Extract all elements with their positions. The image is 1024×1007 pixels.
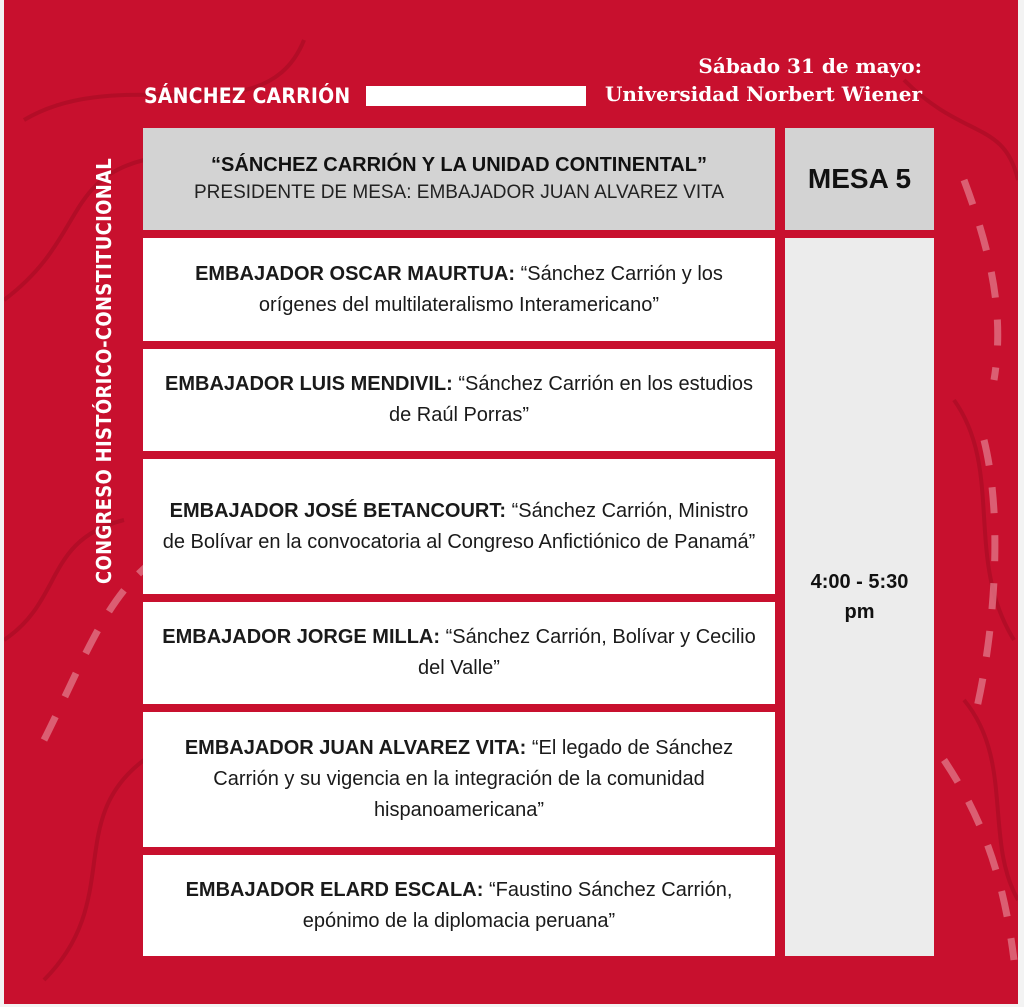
talk-speaker: EMBAJADOR JUAN ALVAREZ VITA: <box>184 737 527 759</box>
talk-title: “El legado de Sánchez Carrión y su vigencia en la integración de la comunidad hispanoamericana” <box>213 737 734 821</box>
session-time: 4:00 - 5:30 pm <box>810 571 909 623</box>
talk-speaker: EMBAJADOR JOSÉ BETANCOURT: <box>169 499 506 522</box>
brand-title: SÁNCHEZ CARRIÓN <box>144 84 351 108</box>
talk-speaker: EMBAJADOR OSCAR MAURTUA: <box>195 262 516 285</box>
talk-item <box>143 602 775 704</box>
talk-title: “Sánchez Carrión, Ministro de Bolívar en la convocatoria al Congreso Anfictiónico de Panamá” <box>162 499 756 553</box>
talk-title: “Sánchez Carrión en los estudios de Raúl Porras” <box>388 373 753 426</box>
event-date: Sábado 31 de mayo: <box>698 54 922 78</box>
talk-speaker: EMBAJADOR LUIS MENDIVIL: <box>165 373 453 395</box>
talk-item <box>143 349 775 451</box>
talk-item <box>143 855 775 956</box>
panel-president: PRESIDENTE DE MESA: EMBAJADOR JUAN ALVAREZ VITA <box>194 182 724 203</box>
talk-title: “Sánchez Carrión, Bolívar y Cecilio del Valle” <box>418 626 756 679</box>
mesa-label: MESA 5 <box>785 128 934 230</box>
brand-bar-divider <box>366 86 586 106</box>
talk-speaker: EMBAJADOR JORGE MILLA: <box>162 626 441 648</box>
header-brand-group <box>144 84 586 108</box>
talk-item <box>143 712 775 847</box>
panel-title: “SÁNCHEZ CARRIÓN Y LA UNIDAD CONTINENTAL” <box>211 154 707 176</box>
event-info <box>605 52 922 108</box>
side-title: CONGRESO HISTÓRICO-CONSTITUCIONAL <box>92 157 116 584</box>
talk-item <box>143 238 775 341</box>
poster <box>4 0 1018 1004</box>
event-venue: Universidad Norbert Wiener <box>604 82 922 106</box>
talk-speaker: EMBAJADOR ELARD ESCALA: <box>185 878 484 901</box>
time-column <box>785 238 934 956</box>
talk-item <box>143 459 775 594</box>
talk-title: “Sánchez Carrión y los orígenes del multilateralismo Interamericano” <box>258 262 723 316</box>
panel-header <box>143 128 775 230</box>
talk-title: “Faustino Sánchez Carrión, epónimo de la diplomacia peruana” <box>302 878 733 932</box>
